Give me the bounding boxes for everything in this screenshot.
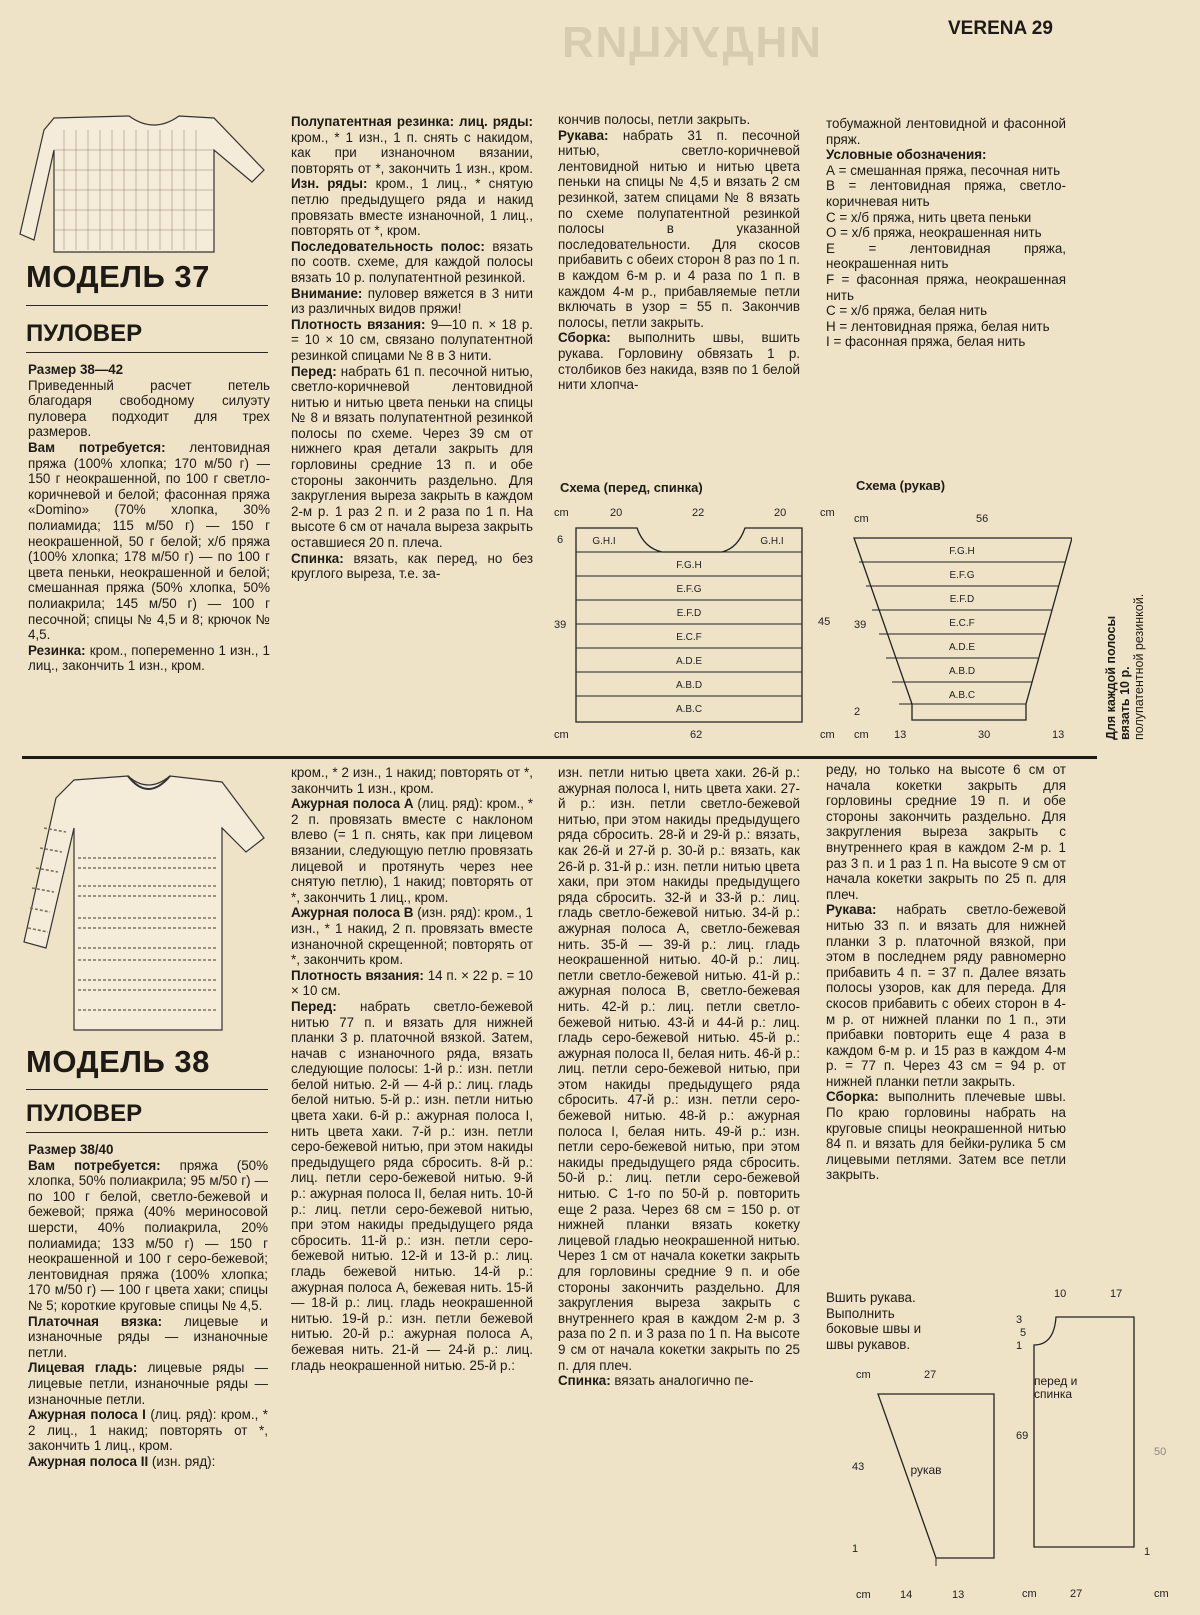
sleeve-band-7: A.B.C — [948, 690, 976, 701]
sleeve-top: 27 — [924, 1369, 937, 1381]
body-label: перед и спинка — [1034, 1375, 1078, 1401]
top-dim-left: 20 — [610, 507, 623, 519]
model38-col1 — [28, 1142, 268, 1469]
band-3: E.F.D — [676, 608, 702, 619]
hem-dim: 1 — [1144, 1546, 1151, 1558]
paragraph: Ажурная полоса II (изн. ряд): — [28, 1453, 216, 1469]
unit-bottom-right: cm — [1154, 1588, 1169, 1600]
legend-item: С = х/б пряжа, белая нить — [826, 303, 988, 319]
magazine-header — [948, 18, 1053, 40]
paragraph: Перед: набрать 61 п. песочной нитью, светло-коричневой лентовидной нитью и нитью цвета пеньки на спицы № 8 и вязать полупатентной резинкой полосы по схеме. Через 39 см от нижнего края детали закрыть для горловины средние 13 п. и обе стороны закончить раздельно. Для закругления выреза закрыть в каждом 2-м р. 1 раз 2 п. и 2 раза по 1 п. На высоте 6 см от начала выреза закрыть оставшиеся 20 п. плеча. — [291, 363, 533, 551]
paragraph: Рукава: набрать 31 п. песочной нитью, светло-коричневой лентовидной нитью и нитью цвета пеньки на спицы № 4,5 и вязать 2 см резинкой, затем спицами № 8 вязать по схеме полупатентной резинкой полосы в указанной последовательности. Для скосов прибавить с обеих сторон 8 раз по 1 п. в каждом 6-м р. и 4 раза по 1 п. в каждом 4-м р., прибавляемые петли включать в узор = 55 п. Закончив полосы, петли закрыть. — [558, 127, 800, 330]
model37-garment-rule — [26, 352, 268, 353]
paragraph: Приведенный расчет петель благодаря свободному силуэту пуловера подходит для трех размеров. — [28, 377, 270, 440]
bleed-through-watermark: ИНДУКЦИЯ — [560, 18, 821, 67]
model37-col1 — [28, 362, 270, 674]
model38-title-rule — [26, 1089, 268, 1090]
bottom-dim-left: 13 — [894, 729, 907, 741]
magazine-name: VERENA — [948, 18, 1027, 39]
neck-dim-1: 3 — [1016, 1314, 1023, 1326]
unit-bottom-right: cm — [820, 729, 835, 741]
model38-col4-tail: Вшить рукава. Выполнить боковые швы и швы рукавов. — [826, 1290, 922, 1352]
side-note-line-1: Для каждой полосы — [1104, 615, 1118, 740]
sleeve-height: 39 — [854, 619, 867, 631]
paragraph: Вам потребуется: пряжа (50% хлопка, 50% полиакрила; 95 м/50 г) — по 100 г белой, светло-бежевой и бежевой; пряжа (40% мериносовой шерсти, 40% полиакрила, 20% полиамида; 133 м/50 г) — 150 г неокрашенной и 100 г серо-бежевой; лентовидная пряжа (100% хлопка; 170 м/50 г) — 100 г цвета хаки; спицы № 5; короткие круговые спицы № 4,5. — [28, 1157, 268, 1313]
band-1: F.G.H — [676, 560, 702, 571]
unit-label: cm — [856, 1369, 871, 1381]
paragraph: Платочная вязка: лицевые и изнаночные ряды — изнаночные петли. — [28, 1313, 268, 1360]
side-note-line-2: вязать 10 р. — [1118, 666, 1132, 740]
paragraph: Перед: набрать светло-бежевой нитью 77 п. и вязать для нижней планки 3 р. платочной вязкой. Затем, начав с изнаночного ряда, вязать следующие полосы: 1-й р.: изн. петли белой нитью. 2-й — 4-й р.: лиц. гладь белой нитью. 5-й р.: изн. петли нитью цвета хаки. 6-й р.: ажурная полоса I, нить цвета хаки. 7-й р.: изн. петли серо-бежевой нитью, при этом накиды предыдущего ряда сбросить. 8-й р.: лиц. петли серо-бежевой нитью. 9-й р.: ажурная полоса II, белая нить. 10-й р.: лиц. петли серо-бежевой нитью, при этом накиды предыдущего ряда сбросить. 11-й р.: изн. петли серо-бежевой нитью. 12-й и 13-й р.: лиц. гладь бежевой нитью. 14-й р.: ажурная полоса А, бежевая нить. 15-й — 18-й р.: лиц. гладь неокрашенной нитью. 19-й р.: изн. петли бежевой нитью. 20-й р.: ажурная полоса А, бежевая нить. 21-й — 24-й р.: лиц. гладь неокрашенной нитью. 25-й р.: — [291, 998, 533, 1373]
top-dim-right: 17 — [1110, 1288, 1123, 1300]
side-note-line-3: полупатентной резинкой. — [1132, 593, 1146, 740]
page-number: 29 — [1031, 18, 1053, 39]
sleeve-height: 43 — [852, 1461, 865, 1473]
sleeve-band-1: F.G.H — [949, 546, 975, 557]
bottom-dim-right: 13 — [1052, 729, 1065, 741]
model37-col2 — [291, 114, 533, 582]
paragraph: изн. петли нитью цвета хаки. 26-й р.: ажурная полоса I, нить цвета хаки. 27-й р.: изн. петли светло-бежевой нитью, при этом накиды предыдущего ряда сбросить. 28-й и 29-й р.: вязать, как 26-й и 27-й р. 30-й р.: вязать, как 26-й р. 31-й р.: изн. петли нитью цвета хаки, при этом накиды предыдущего ряда сбросить. 32-й и 33-й р.: лиц. гладь светло-бежевой нитью. 34-й р.: ажурная полоса А, светло-бежевая нить. 35-й — 39-й р.: лиц. гладь неокрашенной нитью. 40-й р.: лиц. петли светло-бежевой нитью. 41-й р.: ажурная полоса В, светло-бежевая нить. 42-й р.: лиц. петли светло-бежевой нитью. 43-й и 44-й р.: лиц. гладь серо-бежевой нитью. 45-й р.: ажурная полоса II, белая нить. 46-й р.: лиц. петли серо-бежевой нитью, при этом накиды предыдущего ряда сбросить. 47-й р.: изн. петли серо-бежевой нитью. 48-й р.: ажурная полоса I, белая нить. 49-й р.: изн. петли серо-бежевой нитью, при этом накиды предыдущего ряда сбросить. 50-й р.: лиц. петли серо-бежевой нитью. С 1-го по 50-й р. повторить еще 2 раза. Через 68 см = 150 р. от нижней планки вязать кокетку лицевой гладью неокрашенной нитью. Через 1 см от начала кокетки закрыть для горловины средние 9 п. и обе стороны закончить раздельно. Для закругления выреза закрыть с внутреннего края в каждом 2-м р. 3 раза по 2 п. и 3 раза по 1 п. На высоте 9 см от начала кокетки закрыть по 25 п. для плеч. — [558, 765, 800, 1373]
top-dim-right: 20 — [774, 507, 787, 519]
model37-sweater-sketch — [14, 110, 270, 260]
legend-item: С = х/б пряжа, нить цвета пеньки — [826, 209, 1032, 225]
model37-col4 — [826, 116, 1066, 350]
unit-label: cm — [554, 507, 569, 519]
model38-body-pattern — [1014, 1285, 1184, 1607]
paragraph: Полупатентная резинка: лиц. ряды: кром., * 1 изн., 1 п. снять с накидом, как при изнаночном вязании, повторять от *, закончить 1 изн., кром. Изн. ряды: кром., 1 лиц., * снятую петлю предыдущего ряда и накид провязать вместе изнаночной, 1 лиц., повторять от *, кром. — [291, 114, 533, 239]
top-dim-left: 10 — [1054, 1288, 1067, 1300]
sleeve-cuff: 2 — [854, 706, 861, 718]
paragraph: Резинка: кром., попеременно 1 изн., 1 лиц., закончить 1 изн., кром. — [28, 642, 270, 674]
bottom-dim-left: 14 — [900, 1589, 913, 1601]
band-6: A.B.D — [675, 680, 703, 691]
sleeve-top: 56 — [976, 513, 989, 525]
neck-band-right: G.H.I — [760, 536, 784, 547]
paragraph: Спинка: вязать, как перед, но без круглого выреза, т.е. за- — [291, 550, 533, 582]
neck-dim-2: 5 — [1020, 1327, 1027, 1339]
sleeve-band-3: E.F.D — [949, 594, 975, 605]
sleeve-band-4: E.C.F — [949, 618, 975, 629]
legend-item: Е = лентовидная пряжа, неокрашенная нить — [826, 240, 1066, 272]
side-note — [1104, 530, 1146, 740]
paragraph: Внимание: пуловер вяжется в 3 нити из различных видов пряжи! — [291, 285, 533, 317]
unit-bottom: cm — [1022, 1588, 1037, 1600]
legend-item: F = фасонная пряжа, неокрашенная нить — [826, 271, 1066, 303]
model38-sweater-sketch — [16, 768, 272, 1038]
scheme-sleeve-diagram — [852, 508, 1072, 745]
scheme-front-diagram — [552, 500, 842, 745]
band-4: E.C.F — [676, 632, 702, 643]
sleeve-band-2: E.F.G — [949, 570, 975, 581]
scheme-sleeve-title: Схема (рукав) — [856, 478, 946, 493]
legend-item: В = лентовидная пряжа, светло-коричневая нить — [826, 178, 1066, 209]
top-dim-mid: 22 — [692, 507, 705, 519]
sleeve-band-5: A.D.E — [948, 642, 976, 653]
legend-item: А = смешанная пряжа, песочная нить — [826, 162, 1061, 178]
paragraph: реду, но только на высоте 6 см от начала кокетки закрыть для горловины средние 19 п. и обе стороны закончить раздельно. Для закругления выреза закрыть с внутреннего края в каждом 2-м р. 1 раз 3 п. и 1 раз 1 п. На высоте 9 см от начала кокетки закрыть по 25 п. для плеч. — [826, 762, 1066, 902]
width-dim: 62 — [690, 729, 703, 741]
sleeve-label: рукав — [910, 1463, 942, 1477]
sleeve-cuff: 1 — [852, 1543, 859, 1555]
paragraph: Сборка: выполнить швы, вшить рукава. Горловину обвязать 1 р. столбиков без накида, взяв по 1 белой нити хлопча- — [558, 330, 800, 393]
band-5: A.D.E — [675, 656, 703, 667]
model37-col3 — [558, 112, 800, 393]
section-divider — [22, 756, 1097, 759]
paragraph: Плотность вязания: 14 п. × 22 р. = 10 × 10 см. — [291, 967, 533, 999]
bottom-dim-mid: 30 — [978, 729, 991, 741]
paragraph: Размер 38/40 — [28, 1142, 114, 1157]
band-7: A.B.C — [675, 704, 703, 715]
unit-bottom: cm — [554, 729, 569, 741]
paragraph: Ажурная полоса А (лиц. ряд): кром., * 2 п. провязать вместе с наклоном влево (= 1 п. снять, как при лицевом вязании, следующую петлю провязать лицевой и протянуть через нее снятую петлю), 1 накид; повторять от *, закончить 1 лиц., кром. — [291, 796, 533, 905]
neck-band-left: G.H.I — [592, 536, 616, 547]
neck-dim-3: 1 — [1016, 1340, 1023, 1352]
legend-item: I = фасонная пряжа, белая нить — [826, 334, 1026, 350]
model38-title: МОДЕЛЬ 38 — [26, 1044, 210, 1079]
paragraph: Условные обозначения: — [826, 147, 987, 163]
unit-label-right: cm — [820, 507, 835, 519]
unit-label: cm — [854, 513, 869, 525]
model38-col4 — [826, 762, 1066, 1183]
model38-garment: ПУЛОВЕР — [26, 1100, 143, 1127]
model37-garment: ПУЛОВЕР — [26, 320, 143, 347]
scheme-front-title: Схема (перед, спинка) — [560, 480, 703, 495]
unit-bottom: cm — [856, 1589, 871, 1601]
paragraph: Рукава: набрать светло-бежевой нитью 33 п. и вязать для нижней планки 3 р. платочной вязкой, при этом в последнем ряду равномерно прибавить 4 п. = 37 п. Далее вязать полосы узоров, как для переда. Для скосов прибавить с обеих сторон в 4-м р. от нижней планки по 1 п., эти прибавки повторить еще 4 раза в каждом 6-м р. и 15 раз в каждом 4-м р. = 77 п. Через 43 см = 94 р. от нижней планки петли закрыть. — [826, 902, 1066, 1089]
edge-mark: 50 — [1154, 1446, 1167, 1458]
sleeve-band-6: A.B.D — [948, 666, 976, 677]
paragraph: тобумажной лентовидной и фасонной пряж. — [826, 116, 1066, 147]
model37-title: МОДЕЛЬ 37 — [26, 259, 210, 294]
paragraph: Размер 38—42 — [28, 362, 124, 377]
paragraph: Вам потребуется: лентовидная пряжа (100% хлопка; 170 м/50 г) — 150 г неокрашенной, по 100 г светло-коричневой и белой; фасонная пряжа «Domino» (70% хлопка, 30% полиамида; 115 м/50 г) — 150 г неокрашенной, 50 г белой; х/б пряжа (100% хлопка; 178 м/50 г) — по 100 г цвета пеньки, неокрашенной и белой; смешанная пряжа (50% хлопка, 50% полиакрила; 145 м/50 г) — 100 г песочной; спицы № 4,5 и 8; крючок № 4,5. — [28, 439, 270, 643]
paragraph: Лицевая гладь: лицевые ряды — лицевые петли, изнаночные ряды — изнаночные петли. — [28, 1360, 269, 1407]
paragraph: Последовательность полос: вязать по соотв. схеме, для каждой полосы вязать 10 р. полупатентной резинкой. — [291, 238, 533, 285]
neck-depth: 6 — [557, 534, 564, 546]
height-left: 39 — [554, 619, 567, 631]
paragraph: Ажурная полоса В (изн. ряд): кром., 1 изн., * 1 накид, 2 п. провязать вместе изнаночной скрещенной; повторять от *, закончить кром. — [291, 905, 533, 968]
legend-item: О = х/б пряжа, неокрашенная нить — [826, 225, 1042, 241]
body-height: 69 — [1016, 1430, 1029, 1442]
model38-col3 — [558, 765, 800, 1389]
model38-col2 — [291, 765, 533, 1373]
legend-item: Н = лентовидная пряжа, белая нить — [826, 318, 1050, 334]
paragraph: Спинка: вязать аналогично пе- — [558, 1373, 754, 1389]
bottom-dim-right: 13 — [952, 1589, 965, 1601]
paragraph: кром., * 2 изн., 1 накид; повторять от *, закончить 1 изн., кром. — [291, 765, 533, 796]
unit-bottom: cm — [854, 729, 869, 741]
band-2: E.F.G — [676, 584, 702, 595]
paragraph: Плотность вязания: 9—10 п. × 18 р. = 10 × 10 см, связано полупатентной резинкой спицами № 8 в 3 нити. — [291, 316, 534, 363]
paragraph: Ажурная полоса I (лиц. ряд): кром., * 2 лиц., 1 накид; повторять от *, закончить 1 лиц., кром. — [28, 1407, 268, 1454]
model38-garment-rule — [26, 1132, 268, 1133]
height-right: 45 — [818, 616, 831, 628]
paragraph: кончив полосы, петли закрыть. — [558, 112, 751, 127]
paragraph: Сборка: выполнить плечевые швы. По краю горловины набрать на круговые спицы неокрашенной нитью 84 п. и вязать для бейки-рулика 5 см лицевыми петлями. Затем все петли закрыть. — [826, 1089, 1066, 1183]
model37-title-rule — [26, 305, 268, 306]
body-width: 27 — [1070, 1588, 1083, 1600]
model38-sleeve-pattern — [848, 1366, 996, 1606]
